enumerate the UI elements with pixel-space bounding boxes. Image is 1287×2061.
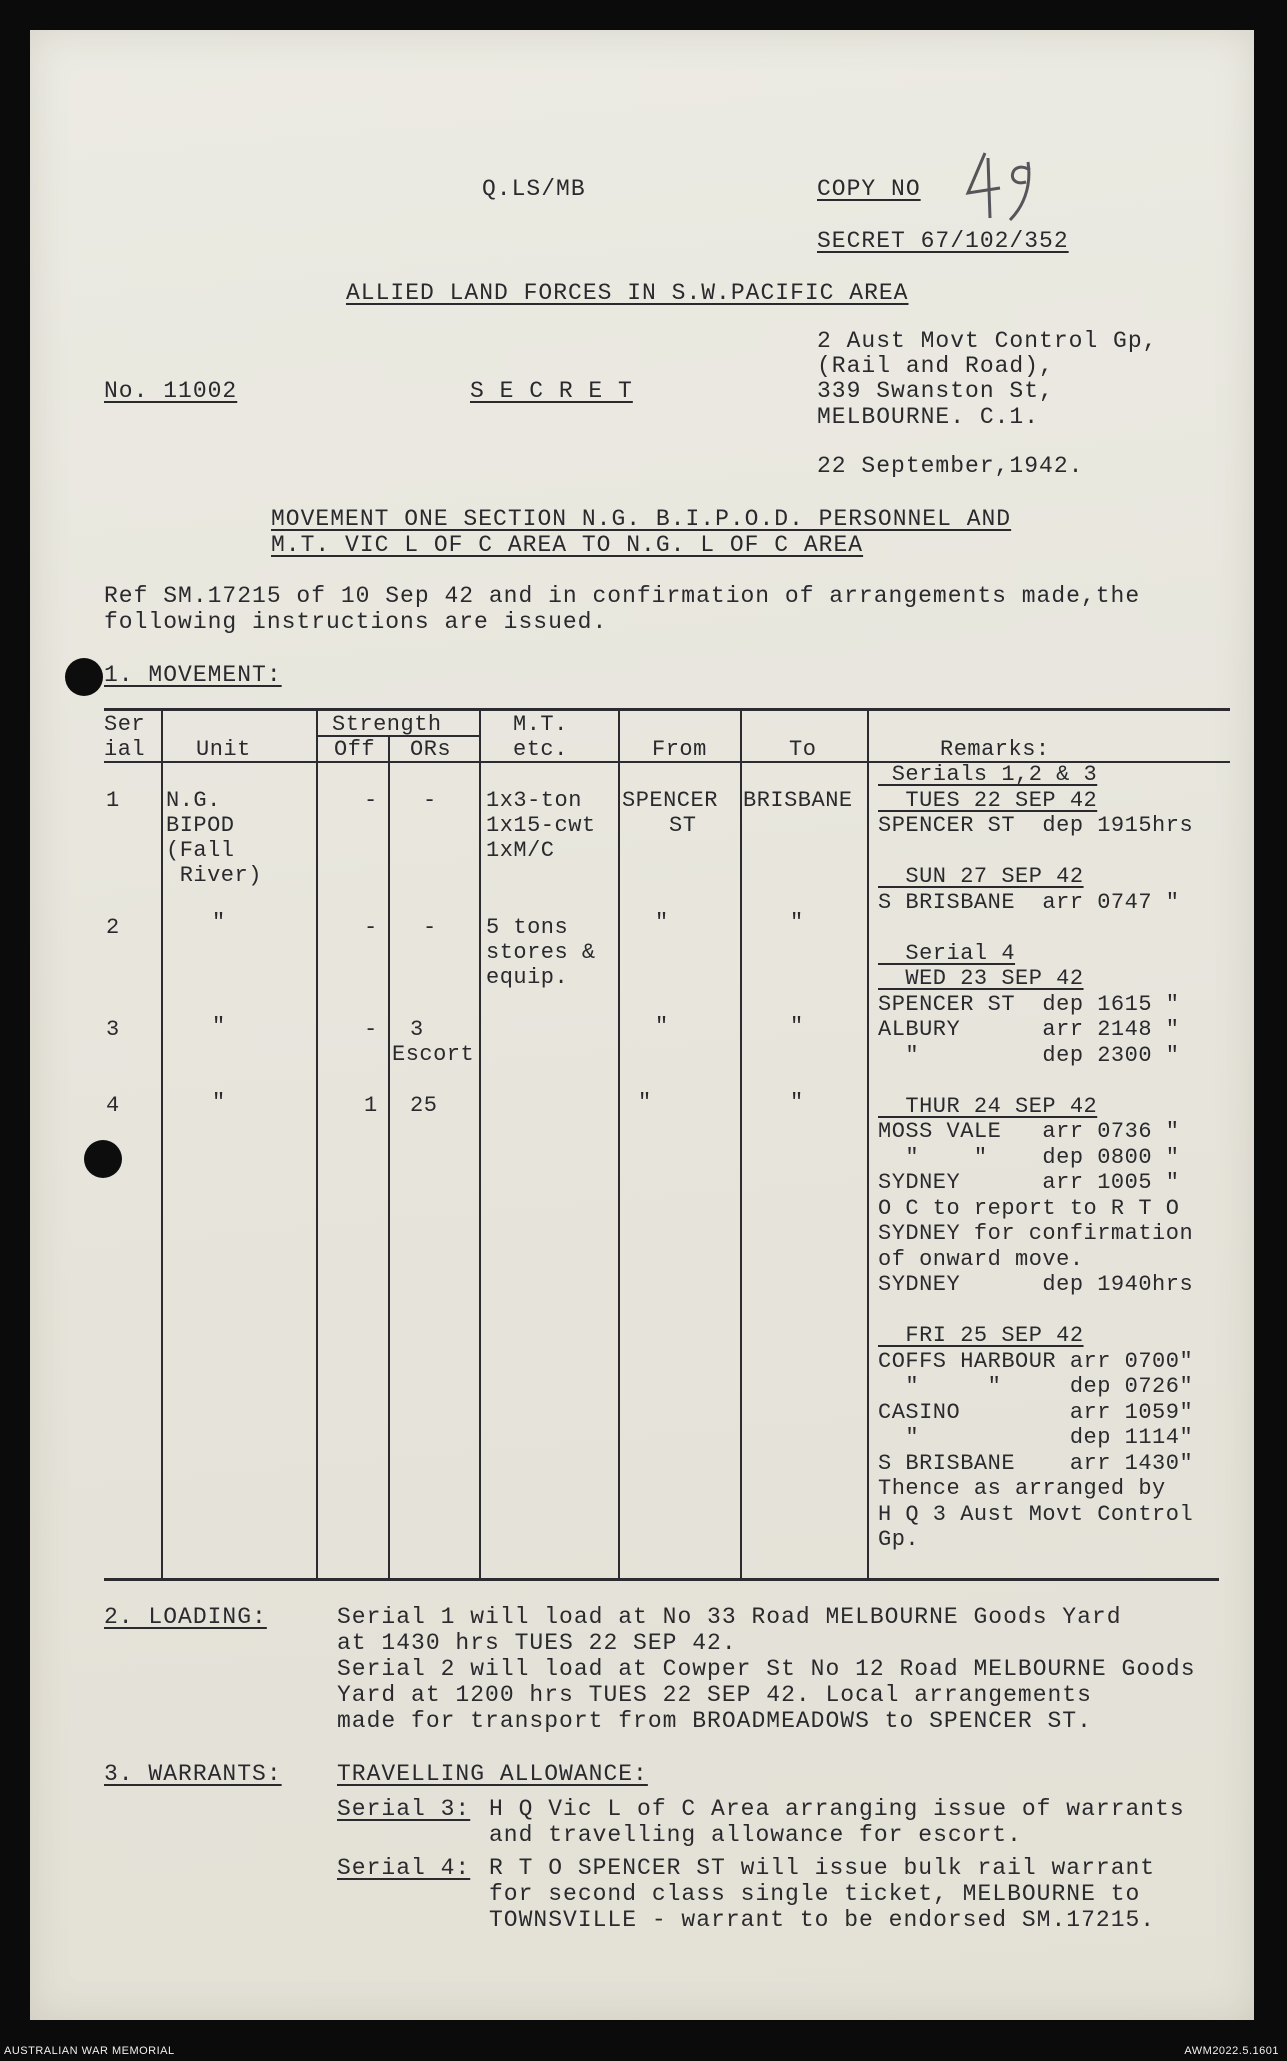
header-mt-1: M.T. [513,712,568,737]
row3-to: " [790,1014,804,1039]
section-1-title: 1. MOVEMENT: [104,662,282,688]
column-divider [618,710,620,1580]
archive-credit: AUSTRALIAN WAR MEMORIAL [4,2045,175,2057]
remarks-line: " " dep 0800 " [878,1144,1180,1170]
remarks-line: Gp. [878,1527,920,1552]
remarks-line: S BRISBANE arr 1430" [878,1450,1194,1476]
remarks-line: TUES 22 SEP 42 [878,787,1098,813]
archive-accession-number: AWM2022.5.1601 [1184,2045,1279,2057]
header-unit: Unit [196,737,251,762]
serial-4-text: for second class single ticket, MELBOURNE to [489,1881,1141,1907]
section-3-label: 3. WARRANTS: [104,1761,282,1787]
row1-unit: N.G. [166,788,221,813]
row1-serial: 1 [106,788,120,813]
punch-hole-bottom [84,1140,122,1178]
remarks-line: FRI 25 SEP 42 [878,1323,1084,1348]
remarks-line [878,915,1228,941]
header-serial-1: Ser [104,712,146,737]
serial-4-text: R T O SPENCER ST will issue bulk rail warrant [489,1855,1156,1881]
file-reference: Q.LS/MB [482,176,586,202]
subject-line-2: M.T. VIC L OF C AREA TO N.G. L OF C AREA [271,532,864,558]
remarks-line: MOSS VALE arr 0736 " [878,1119,1180,1144]
address-line-4: MELBOURNE. C.1. [817,404,1040,430]
remarks-line: SYDNEY dep 1940hrs [878,1272,1194,1297]
header-ors: ORs [410,737,452,762]
row2-serial: 2 [106,915,120,940]
row2-to: " [790,910,804,935]
remarks-line: THUR 24 SEP 42 [878,1093,1098,1119]
loading-line: at 1430 hrs TUES 22 SEP 42. [337,1630,737,1656]
header-off: Off [334,737,376,762]
remarks-line: SYDNEY arr 1005 " [878,1170,1180,1195]
subject-line-1: MOVEMENT ONE SECTION N.G. B.I.P.O.D. PERSONNEL AND [271,506,1012,532]
row4-unit: " [212,1090,226,1115]
remarks-line: CASINO arr 1059" [878,1399,1194,1425]
remarks-line: S BRISBANE arr 0747 " [878,889,1180,915]
column-divider [161,710,163,1580]
row2-mt: stores & [486,940,596,965]
remarks-line [878,1068,1228,1094]
serial-4-text: TOWNSVILLE - warrant to be endorsed SM.17215. [489,1907,1156,1933]
document-number: No. 11002 [104,378,238,404]
address-line-1: 2 Aust Movt Control Gp, [817,328,1158,354]
header-serial-2: ial [104,737,146,762]
serial-4-label: Serial 4: [337,1855,471,1881]
handwritten-copy-number [960,148,1040,228]
remarks-line: WED 23 SEP 42 [878,966,1084,991]
remarks-line: " dep 1114" [878,1425,1194,1450]
travelling-allowance-heading: TRAVELLING ALLOWANCE: [337,1761,648,1787]
row1-from: ST [669,813,697,838]
row2-mt: 5 tons [486,915,569,940]
row1-unit: (Fall [166,838,235,863]
column-divider [867,710,869,1580]
row1-from: SPENCER [622,788,718,813]
serial-3-text: H Q Vic L of C Area arranging issue of warrants [489,1796,1185,1822]
remarks-line [878,1298,1228,1324]
row3-serial: 3 [106,1017,120,1042]
row3-unit: " [212,1014,226,1039]
row1-mt: 1x3-ton [486,788,582,813]
header-mt-2: etc. [513,737,568,762]
column-divider [316,710,318,1580]
row4-ors: 25 [410,1093,438,1118]
document-date: 22 September,1942. [817,453,1084,479]
row1-ors: - [423,788,437,813]
remarks-line: H Q 3 Aust Movt Control [878,1501,1194,1527]
document-title: ALLIED LAND FORCES IN S.W.PACIFIC AREA [346,280,909,306]
header-strength: Strength [332,712,442,737]
table-top-rule [104,708,1230,711]
secret-reference: SECRET 67/102/352 [817,228,1069,254]
row2-from: " [655,910,669,935]
row1-unit: River) [166,863,262,888]
row1-unit: BIPOD [166,813,235,838]
address-line-2: (Rail and Road), [817,353,1054,379]
remarks-line: Serial 4 [878,940,1016,966]
row2-unit: " [212,910,226,935]
row1-mt: 1xM/C [486,838,555,863]
intro-line-1: Ref SM.17215 of 10 Sep 42 and in confirmation of arrangements made,the [104,583,1141,609]
remarks-line: of onward move. [878,1246,1084,1272]
row3-off: - [364,1017,378,1042]
row3-ors-note: Escort [392,1042,475,1067]
header-from: From [652,737,707,762]
remarks-line: O C to report to R T O [878,1195,1180,1221]
header-remarks: Remarks: [940,737,1050,762]
serial-3-text: and travelling allowance for escort. [489,1822,1022,1848]
loading-line: Serial 2 will load at Cowper St No 12 Road MELBOURNE Goods [337,1656,1196,1682]
copy-number-label: COPY NO [817,176,921,202]
row4-to: " [790,1090,804,1115]
row4-from: " [638,1090,652,1115]
row3-ors: 3 [410,1017,424,1042]
row1-to: BRISBANE [743,788,853,813]
remarks-line: SPENCER ST dep 1915hrs [878,813,1194,838]
remarks-line: SPENCER ST dep 1615 " [878,991,1180,1017]
intro-line-2: following instructions are issued. [104,609,608,635]
row3-from: " [655,1014,669,1039]
column-divider [388,736,390,1580]
loading-line: Serial 1 will load at No 33 Road MELBOURNE Goods Yard [337,1604,1122,1630]
remarks-line: " " dep 0726" [878,1374,1194,1399]
column-divider [479,710,481,1580]
remarks-line: Serials 1,2 & 3 [878,762,1098,787]
row1-off: - [364,788,378,813]
loading-line: Yard at 1200 hrs TUES 22 SEP 42. Local arrangements [337,1682,1092,1708]
header-to: To [789,737,817,762]
remarks-line: Thence as arranged by [878,1476,1166,1501]
remarks-column [878,762,1228,1553]
row2-off: - [364,915,378,940]
remarks-line: " dep 2300 " [878,1042,1180,1068]
row2-ors: - [423,915,437,940]
column-divider [740,710,742,1580]
remarks-line: SUN 27 SEP 42 [878,864,1084,889]
section-2-label: 2. LOADING: [104,1604,267,1630]
address-line-3: 339 Swanston St, [817,378,1054,404]
classification: S E C R E T [470,378,633,404]
row2-mt: equip. [486,965,569,990]
remarks-line [878,839,1228,865]
punch-hole-top [65,658,103,696]
serial-3-label: Serial 3: [337,1796,471,1822]
loading-line: made for transport from BROADMEADOWS to SPENCER ST. [337,1708,1092,1734]
row4-serial: 4 [106,1093,120,1118]
remarks-line: COFFS HARBOUR arr 0700" [878,1348,1194,1374]
row1-mt: 1x15-cwt [486,813,596,838]
table-bottom-rule [104,1578,1219,1581]
row4-off: 1 [364,1093,378,1118]
remarks-line: ALBURY arr 2148 " [878,1017,1180,1042]
remarks-line: SYDNEY for confirmation [878,1221,1194,1246]
